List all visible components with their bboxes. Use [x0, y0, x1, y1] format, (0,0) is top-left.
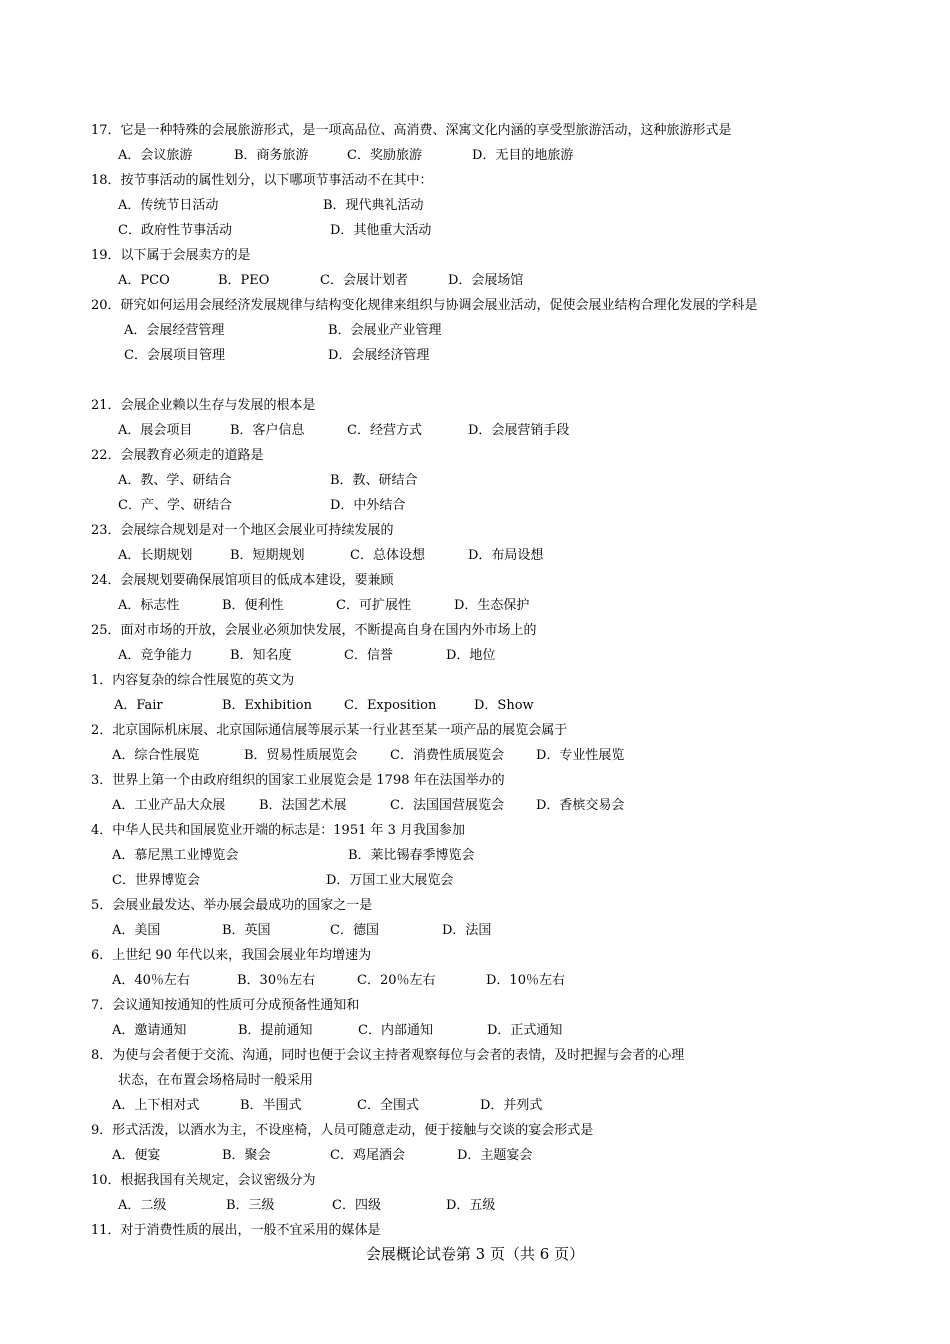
question-stem: 6．上世纪 90 年代以来，我国会展业年均增速为	[91, 948, 372, 963]
question-stem: 22．会展教育必须走的道路是	[91, 448, 264, 463]
question-stem: 18．按节事活动的属性划分，以下哪项节事活动不在其中：	[91, 173, 433, 188]
answer-option: C．20％左右	[357, 973, 436, 988]
answer-option: D．10％左右	[486, 973, 565, 988]
answer-option: A．会议旅游	[118, 148, 193, 163]
answer-option: C．德国	[330, 923, 379, 938]
answer-option: C．可扩展性	[336, 598, 411, 613]
answer-option: D．布局设想	[468, 548, 544, 563]
answer-option: D．无目的地旅游	[472, 148, 574, 163]
answer-option: D．会展营销手段	[468, 423, 570, 438]
answer-option: B．客户信息	[230, 423, 305, 438]
answer-option: C．Exposition	[344, 698, 437, 713]
answer-option: C．全围式	[357, 1098, 419, 1113]
answer-option: A．40％左右	[112, 973, 190, 988]
answer-option: B．短期规划	[230, 548, 305, 563]
answer-option: D．生态保护	[454, 598, 530, 613]
answer-option: C．信誉	[344, 648, 393, 663]
answer-option: A．工业产品大众展	[112, 798, 226, 813]
answer-option: C．消费性质展览会	[390, 748, 504, 763]
answer-option: A．美国	[112, 923, 161, 938]
answer-option: B．商务旅游	[234, 148, 309, 163]
answer-option: B．莱比锡春季博览会	[348, 848, 475, 863]
answer-option: A．展会项目	[118, 423, 193, 438]
answer-option: D．其他重大活动	[330, 223, 432, 238]
question-stem: 1．内容复杂的综合性展览的英文为	[91, 673, 295, 688]
answer-option: D．中外结合	[330, 498, 406, 513]
answer-option: A．便宴	[112, 1148, 161, 1163]
answer-option: C．会展项目管理	[124, 348, 225, 363]
answer-option: A．邀请通知	[112, 1023, 187, 1038]
answer-option: A．传统节日活动	[118, 198, 219, 213]
answer-option: C．内部通知	[358, 1023, 433, 1038]
answer-option: D．正式通知	[487, 1023, 563, 1038]
answer-option: D．Show	[474, 698, 534, 713]
answer-option: D．五级	[446, 1198, 496, 1213]
page-footer: 会展概论试卷第 3 页（共 6 页）	[365, 1245, 585, 1263]
answer-option: D．专业性展览	[536, 748, 625, 763]
answer-option: A．标志性	[118, 598, 180, 613]
answer-option: B．贸易性质展览会	[244, 748, 358, 763]
question-stem: 7．会议通知按通知的性质可分成预备性通知和	[91, 998, 360, 1013]
question-stem: 17．它是一种特殊的会展旅游形式，是一项高品位、高消费、深寓文化内涵的享受型旅游活动，这种旅游形式是	[91, 123, 732, 138]
answer-option: C．鸡尾酒会	[330, 1148, 405, 1163]
question-stem: 9．形式活泼，以酒水为主，不设座椅，人员可随意走动，便于接触与交谈的宴会形式是	[91, 1123, 594, 1138]
question-stem: 21．会展企业赖以生存与发展的根本是	[91, 398, 316, 413]
answer-option: C．经营方式	[347, 423, 422, 438]
answer-option: A．Fair	[114, 698, 163, 713]
question-stem: 3．世界上第一个由政府组织的国家工业展览会是 1798 年在法国举办的	[91, 773, 505, 788]
question-stem: 23．会展综合规划是对一个地区会展业可持续发展的	[91, 523, 394, 538]
answer-option: C．世界博览会	[112, 873, 200, 888]
answer-option: D．主题宴会	[457, 1148, 533, 1163]
answer-option: B．30％左右	[237, 973, 316, 988]
answer-option: A．教、学、研结合	[118, 473, 232, 488]
answer-option: D．并列式	[480, 1098, 543, 1113]
answer-option: C．四级	[332, 1198, 381, 1213]
question-stem-continued: 状态，在布置会场格局时一般采用	[118, 1073, 314, 1088]
question-stem: 25．面对市场的开放，会展业必须加快发展，不断提高自身在国内外市场上的	[91, 623, 537, 638]
answer-option: B．会展业产业管理	[328, 323, 442, 338]
answer-option: A．上下相对式	[112, 1098, 200, 1113]
answer-option: A．PCO	[118, 273, 170, 288]
answer-option: A．二级	[118, 1198, 167, 1213]
question-stem: 10．根据我国有关规定，会议密级分为	[91, 1173, 316, 1188]
answer-option: B．PEO	[218, 273, 270, 288]
answer-option: D．地位	[446, 648, 496, 663]
answer-option: A．竞争能力	[118, 648, 193, 663]
question-stem: 20．研究如何运用会展经济发展规律与结构变化规律来组织与协调会展业活动，促使会展业结构合理化发展的学科是	[91, 298, 758, 313]
answer-option: C．法国国营展览会	[390, 798, 504, 813]
answer-option: D．香槟交易会	[536, 798, 625, 813]
question-stem: 24．会展规划要确保展馆项目的低成本建设，要兼顾	[91, 573, 394, 588]
answer-option: C．奖励旅游	[347, 148, 422, 163]
answer-option: B．聚会	[222, 1148, 271, 1163]
answer-option: B．提前通知	[238, 1023, 313, 1038]
answer-option: C．会展计划者	[320, 273, 408, 288]
answer-option: B．Exhibition	[222, 698, 312, 713]
answer-option: D．会展场馆	[448, 273, 524, 288]
question-stem: 2．北京国际机床展、北京国际通信展等展示某一行业甚至某一项产品的展览会属于	[91, 723, 568, 738]
question-stem: 8．为使与会者便于交流、沟通，同时也便于会议主持者观察每位与会者的表情，及时把握与会者的心理	[91, 1048, 685, 1063]
answer-option: B．半围式	[240, 1098, 302, 1113]
question-stem: 19．以下属于会展卖方的是	[91, 248, 251, 263]
answer-option: C．产、学、研结合	[118, 498, 232, 513]
answer-option: A．综合性展览	[112, 748, 200, 763]
question-stem: 4．中华人民共和国展览业开端的标志是：1951 年 3 月我国参加	[91, 823, 466, 838]
answer-option: B．教、研结合	[330, 473, 418, 488]
answer-option: B．现代典礼活动	[323, 198, 424, 213]
answer-option: B．知名度	[230, 648, 292, 663]
answer-option: A．会展经营管理	[124, 323, 225, 338]
answer-option: C．政府性节事活动	[118, 223, 232, 238]
answer-option: B．英国	[222, 923, 271, 938]
answer-option: A．长期规划	[118, 548, 193, 563]
question-stem: 11．对于消费性质的展出，一般不宜采用的媒体是	[91, 1223, 381, 1238]
answer-option: B．三级	[226, 1198, 275, 1213]
question-stem: 5．会展业最发达、举办展会最成功的国家之一是	[91, 898, 373, 913]
answer-option: D．法国	[442, 923, 492, 938]
answer-option: A．慕尼黑工业博览会	[112, 848, 239, 863]
answer-option: D．会展经济管理	[328, 348, 430, 363]
answer-option: C．总体设想	[350, 548, 425, 563]
answer-option: B．法国艺术展	[259, 798, 347, 813]
answer-option: B．便利性	[222, 598, 284, 613]
answer-option: D．万国工业大展览会	[326, 873, 454, 888]
